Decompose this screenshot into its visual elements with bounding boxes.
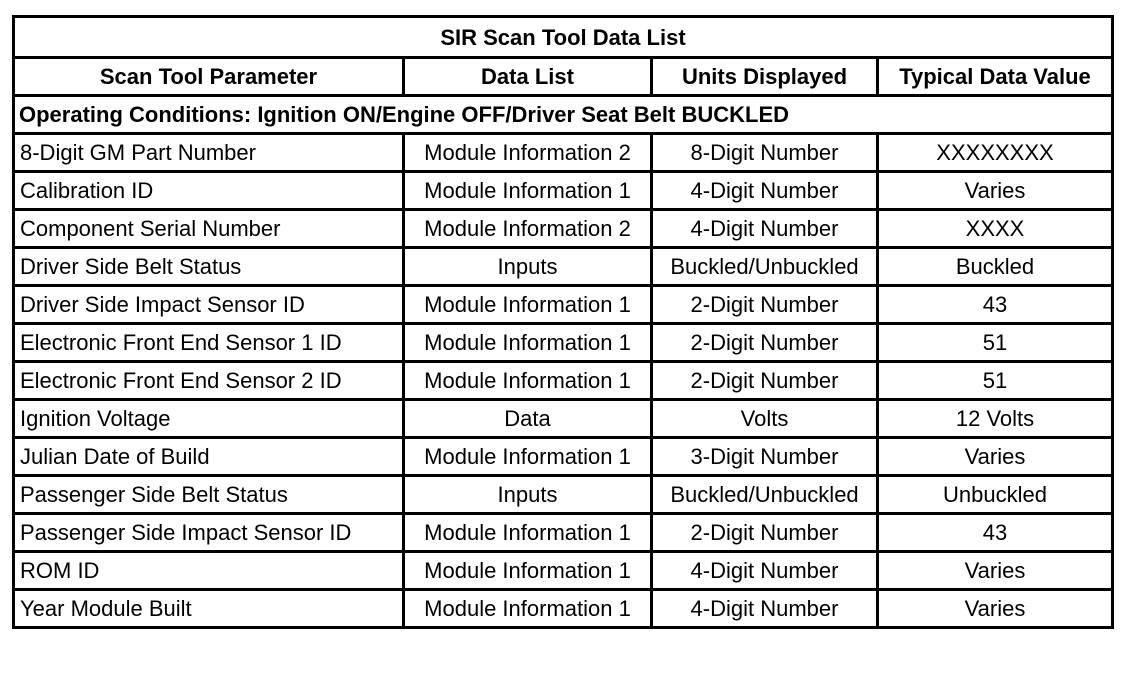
- cell-units: 4-Digit Number: [652, 552, 878, 590]
- cell-units: Volts: [652, 400, 878, 438]
- table-row: [14, 400, 1113, 438]
- cell-data-list: Module Information 2: [404, 134, 652, 172]
- cell-units: 4-Digit Number: [652, 172, 878, 210]
- cell-units: 8-Digit Number: [652, 134, 878, 172]
- cell-parameter: Electronic Front End Sensor 2 ID: [14, 362, 404, 400]
- sir-data-list-sheet: [12, 15, 1111, 629]
- cell-data-list: Module Information 1: [404, 438, 652, 476]
- cell-units: 2-Digit Number: [652, 362, 878, 400]
- cell-typical-value: Varies: [878, 590, 1113, 628]
- table-title: SIR Scan Tool Data List: [14, 17, 1113, 58]
- cell-parameter: 8-Digit GM Part Number: [14, 134, 404, 172]
- table-row: [14, 362, 1113, 400]
- cell-data-list: Inputs: [404, 476, 652, 514]
- cell-typical-value: Varies: [878, 552, 1113, 590]
- cell-parameter: Component Serial Number: [14, 210, 404, 248]
- cell-typical-value: Unbuckled: [878, 476, 1113, 514]
- table-row: [14, 286, 1113, 324]
- cell-typical-value: Buckled: [878, 248, 1113, 286]
- header-row: [14, 58, 1113, 96]
- cell-data-list: Module Information 1: [404, 286, 652, 324]
- cell-typical-value: 51: [878, 324, 1113, 362]
- cell-parameter: Driver Side Belt Status: [14, 248, 404, 286]
- cell-typical-value: Varies: [878, 438, 1113, 476]
- sir-scan-tool-data-table: [12, 15, 1114, 629]
- cell-parameter: Julian Date of Build: [14, 438, 404, 476]
- cell-parameter: Passenger Side Belt Status: [14, 476, 404, 514]
- cell-parameter: Electronic Front End Sensor 1 ID: [14, 324, 404, 362]
- cell-parameter: Driver Side Impact Sensor ID: [14, 286, 404, 324]
- cell-data-list: Module Information 1: [404, 172, 652, 210]
- cell-data-list: Data: [404, 400, 652, 438]
- cell-data-list: Inputs: [404, 248, 652, 286]
- cell-parameter: Calibration ID: [14, 172, 404, 210]
- cell-units: 2-Digit Number: [652, 324, 878, 362]
- cell-data-list: Module Information 2: [404, 210, 652, 248]
- cell-units: 3-Digit Number: [652, 438, 878, 476]
- cell-units: Buckled/Unbuckled: [652, 248, 878, 286]
- cell-typical-value: XXXX: [878, 210, 1113, 248]
- operating-conditions-row: [14, 96, 1113, 134]
- cell-data-list: Module Information 1: [404, 552, 652, 590]
- table-row: [14, 172, 1113, 210]
- column-header-data-list: Data List: [404, 58, 652, 96]
- title-row: [14, 17, 1113, 58]
- column-header-typical-value: Typical Data Value: [878, 58, 1113, 96]
- cell-typical-value: 51: [878, 362, 1113, 400]
- column-header-parameter: Scan Tool Parameter: [14, 58, 404, 96]
- operating-conditions: Operating Conditions: Ignition ON/Engine OFF/Driver Seat Belt BUCKLED: [14, 96, 1113, 134]
- table-row: [14, 438, 1113, 476]
- cell-units: 2-Digit Number: [652, 286, 878, 324]
- cell-typical-value: 43: [878, 514, 1113, 552]
- table-row: [14, 248, 1113, 286]
- cell-typical-value: 43: [878, 286, 1113, 324]
- cell-units: 2-Digit Number: [652, 514, 878, 552]
- table-body: [14, 134, 1113, 628]
- table-row: [14, 210, 1113, 248]
- table-row: [14, 590, 1113, 628]
- cell-parameter: Passenger Side Impact Sensor ID: [14, 514, 404, 552]
- cell-data-list: Module Information 1: [404, 362, 652, 400]
- cell-typical-value: 12 Volts: [878, 400, 1113, 438]
- cell-parameter: ROM ID: [14, 552, 404, 590]
- cell-units: 4-Digit Number: [652, 590, 878, 628]
- column-header-units: Units Displayed: [652, 58, 878, 96]
- table-row: [14, 134, 1113, 172]
- table-row: [14, 552, 1113, 590]
- cell-units: Buckled/Unbuckled: [652, 476, 878, 514]
- cell-typical-value: XXXXXXXX: [878, 134, 1113, 172]
- cell-data-list: Module Information 1: [404, 514, 652, 552]
- cell-data-list: Module Information 1: [404, 324, 652, 362]
- cell-units: 4-Digit Number: [652, 210, 878, 248]
- table-row: [14, 324, 1113, 362]
- table-row: [14, 476, 1113, 514]
- cell-parameter: Year Module Built: [14, 590, 404, 628]
- table-row: [14, 514, 1113, 552]
- cell-typical-value: Varies: [878, 172, 1113, 210]
- cell-data-list: Module Information 1: [404, 590, 652, 628]
- cell-parameter: Ignition Voltage: [14, 400, 404, 438]
